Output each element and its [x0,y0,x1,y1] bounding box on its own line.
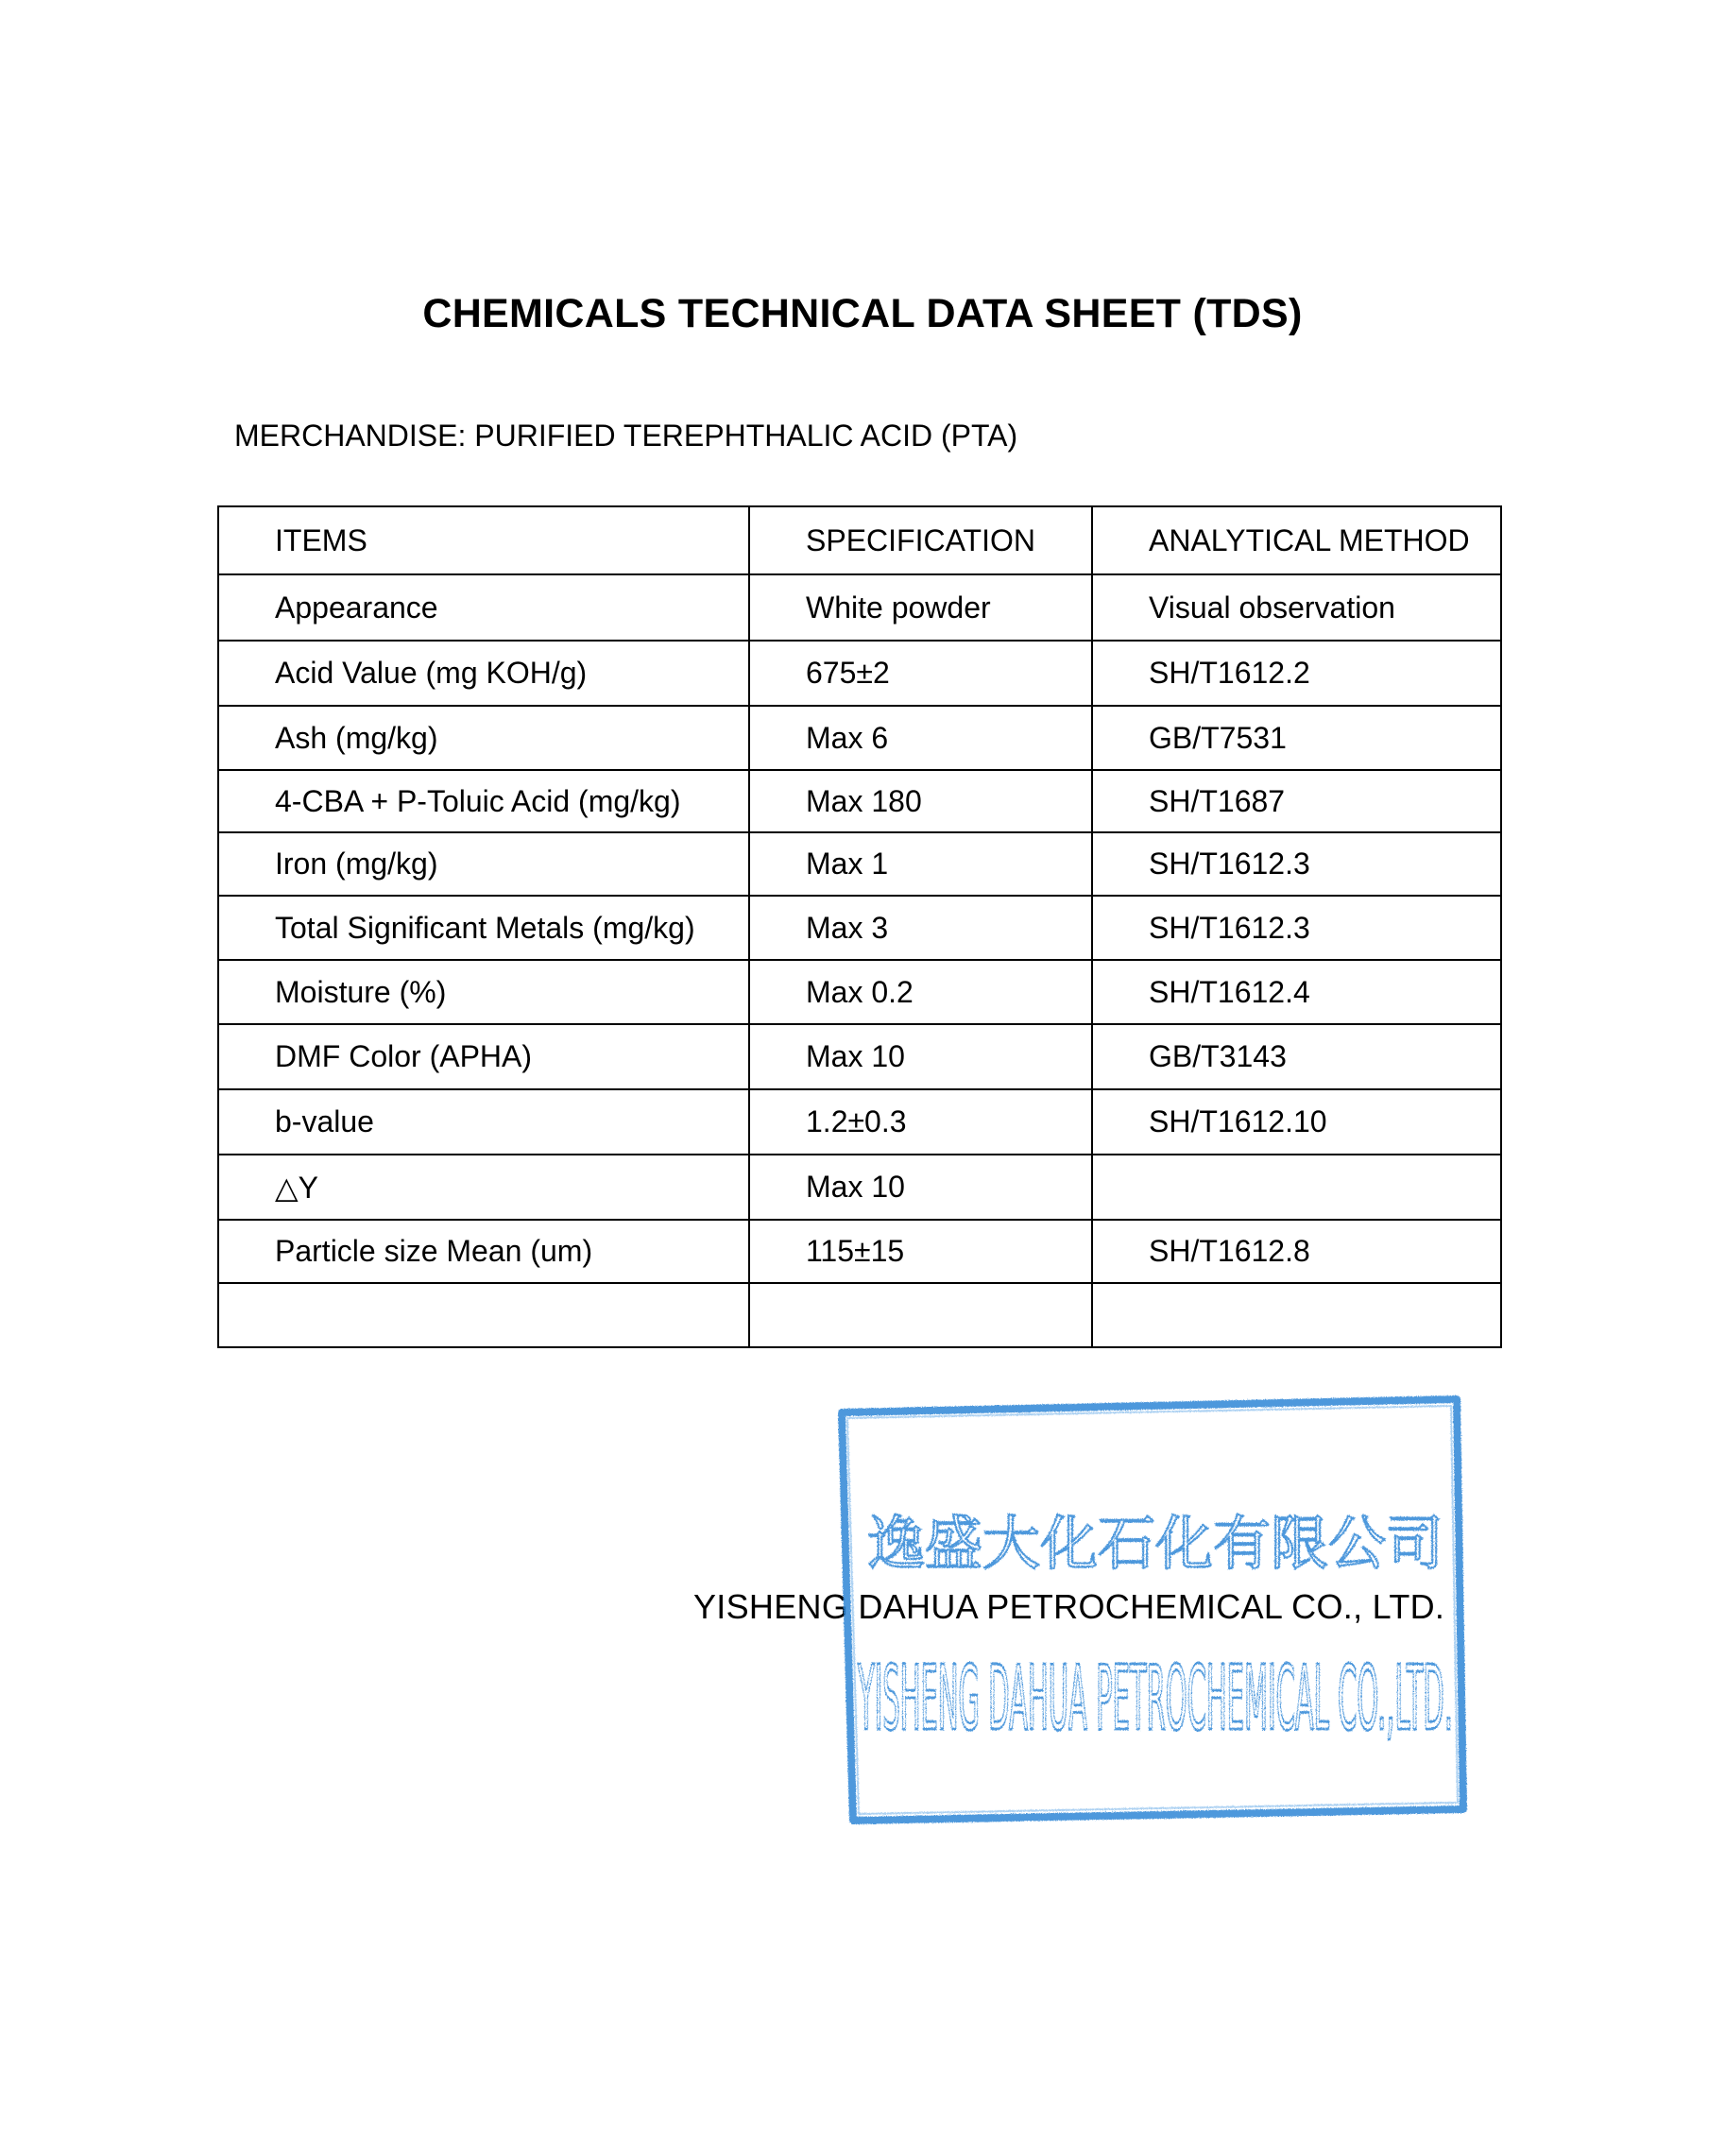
row-item: Particle size Mean (um) [218,1220,749,1283]
row-specification: Max 10 [749,1024,1092,1089]
row-specification: Max 180 [749,770,1092,832]
table-row [218,896,1501,960]
table-row [218,1024,1501,1089]
row-method: GB/T7531 [1092,706,1501,770]
row-item: △Y [218,1155,749,1220]
stamp-border [842,1399,1463,1821]
table-row [218,706,1501,770]
table-row [218,1155,1501,1220]
row-item: DMF Color (APHA) [218,1024,749,1089]
row-item: Moisture (%) [218,960,749,1024]
document-title: CHEMICALS TECHNICAL DATA SHEET (TDS) [422,291,1303,336]
header-items: ITEMS [218,506,749,574]
table-row [218,574,1501,641]
row-item: Acid Value (mg KOH/g) [218,641,749,706]
header-specification: SPECIFICATION [749,506,1092,574]
row-specification: Max 1 [749,832,1092,896]
company-seal-stamp [836,1394,1478,1828]
table-row [218,1089,1501,1155]
table-row [218,641,1501,706]
row-method: SH/T1612.4 [1092,960,1501,1024]
row-method: SH/T1612.3 [1092,896,1501,960]
row-method: SH/T1687 [1092,770,1501,832]
row-specification: White powder [749,574,1092,641]
table-row [218,770,1501,832]
merchandise-line: MERCHANDISE: PURIFIED TEREPHTHALIC ACID (PTA) [234,419,1018,453]
table-row [218,960,1501,1024]
row-specification: Max 10 [749,1155,1092,1220]
row-item: Ash (mg/kg) [218,706,749,770]
table-header-row [218,506,1501,574]
company-name: YISHENG DAHUA PETROCHEMICAL CO., LTD. [693,1587,1445,1626]
stamp-chinese-name: 逸盛大化石化有限公司 [867,1509,1443,1578]
row-specification: 675±2 [749,641,1092,706]
row-specification: 1.2±0.3 [749,1089,1092,1155]
row-method [1092,1155,1501,1220]
row-item: Total Significant Metals (mg/kg) [218,896,749,960]
row-specification: Max 0.2 [749,960,1092,1024]
row-item [218,1283,749,1347]
stamp-border-inner [847,1406,1458,1814]
stamp-english-name: YISHENG DAHUA PETROCHEMICAL CO.,LTD. [857,1646,1453,1751]
row-specification [749,1283,1092,1347]
row-item: b-value [218,1089,749,1155]
row-item: Iron (mg/kg) [218,832,749,896]
table-row [218,1220,1501,1283]
row-method [1092,1283,1501,1347]
row-method: SH/T1612.3 [1092,832,1501,896]
table-row [218,832,1501,896]
row-method: SH/T1612.8 [1092,1220,1501,1283]
row-specification: Max 3 [749,896,1092,960]
header-analytical-method: ANALYTICAL METHOD [1092,506,1501,574]
specification-table [217,505,1502,1348]
row-specification: 115±15 [749,1220,1092,1283]
table-row [218,1283,1501,1347]
row-method: GB/T3143 [1092,1024,1501,1089]
row-method: SH/T1612.10 [1092,1089,1501,1155]
row-specification: Max 6 [749,706,1092,770]
row-item: Appearance [218,574,749,641]
row-item: 4-CBA + P-Toluic Acid (mg/kg) [218,770,749,832]
row-method: Visual observation [1092,574,1501,641]
row-method: SH/T1612.2 [1092,641,1501,706]
